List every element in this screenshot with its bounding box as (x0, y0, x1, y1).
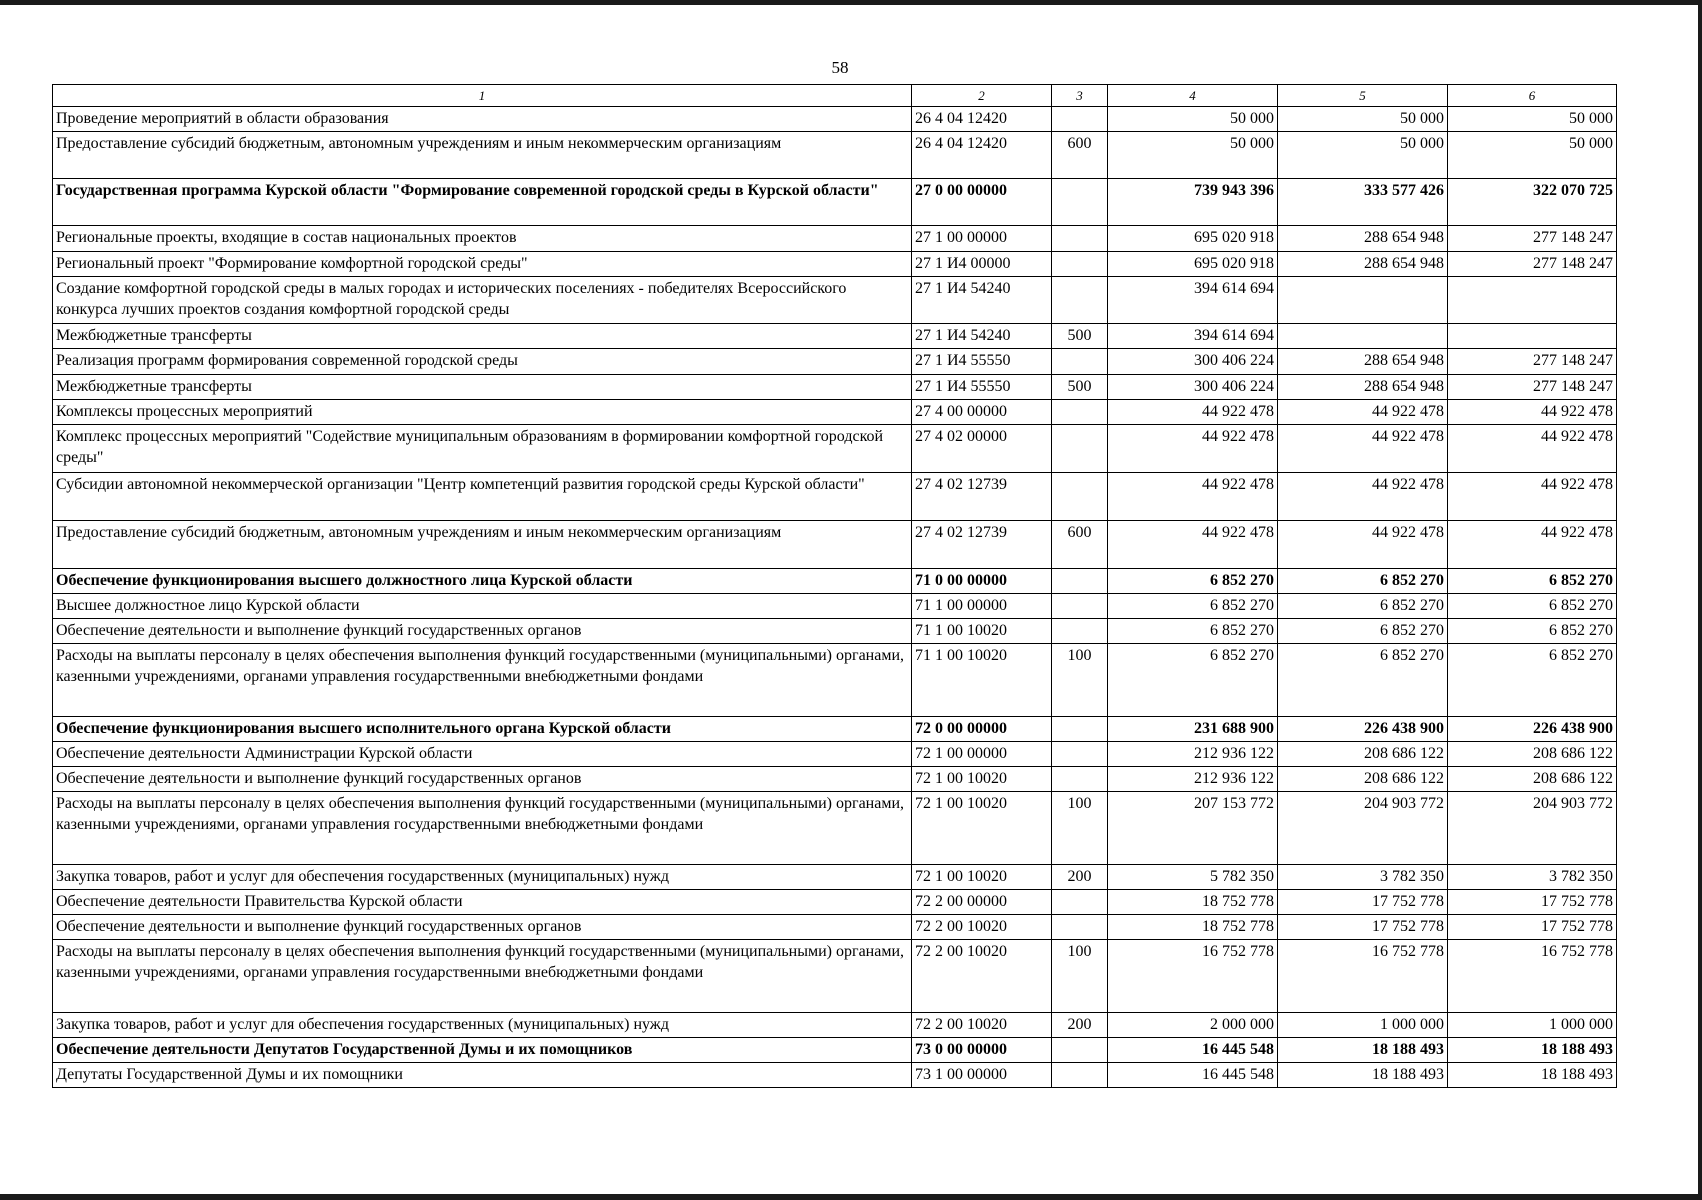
row-code-cell: 71 1 00 10020 (912, 644, 1052, 717)
row-value-col5-cell: 17 752 778 (1278, 915, 1448, 940)
table-row (53, 400, 1617, 425)
row-code-cell: 27 1 И4 55550 (912, 349, 1052, 375)
row-name-cell: Обеспечение деятельности Депутатов Государственной Думы и их помощников (53, 1038, 912, 1063)
row-value-col4-cell: 394 614 694 (1108, 277, 1278, 324)
column-number-row (53, 85, 1617, 107)
row-code-cell: 27 4 02 12739 (912, 473, 1052, 521)
row-name-cell: Предоставление субсидий бюджетным, автономным учреждениям и иным некоммерческим организациям (53, 521, 912, 569)
row-value-col6-cell: 50 000 (1448, 132, 1617, 179)
column-header-1: 1 (53, 85, 912, 107)
row-code-cell: 72 2 00 10020 (912, 1013, 1052, 1038)
row-name-cell: Комплекс процессных мероприятий "Содействие муниципальным образованиям в формировании комфортной городской среды" (53, 425, 912, 473)
row-name-cell: Закупка товаров, работ и услуг для обеспечения государственных (муниципальных) нужд (53, 1013, 912, 1038)
table-row (53, 521, 1617, 569)
row-expense-type-cell: 100 (1052, 940, 1108, 1013)
row-value-col4-cell: 6 852 270 (1108, 644, 1278, 717)
row-value-col6-cell: 3 782 350 (1448, 865, 1617, 890)
row-value-col4-cell: 16 752 778 (1108, 940, 1278, 1013)
row-value-col5-cell: 6 852 270 (1278, 569, 1448, 594)
table-row (53, 375, 1617, 400)
row-value-col6-cell: 277 148 247 (1448, 252, 1617, 277)
row-value-col4-cell: 16 445 548 (1108, 1063, 1278, 1088)
table-row (53, 277, 1617, 324)
row-name-cell: Расходы на выплаты персоналу в целях обеспечения выполнения функций государственными (муниципальными) органами, казенными учреждениями, органами управления государственными внебюджетными фондами (53, 792, 912, 865)
row-value-col6-cell: 50 000 (1448, 107, 1617, 132)
row-value-col6-cell: 44 922 478 (1448, 521, 1617, 569)
row-code-cell: 27 4 00 00000 (912, 400, 1052, 425)
row-name-cell: Обеспечение деятельности и выполнение функций государственных органов (53, 767, 912, 792)
row-name-cell: Региональный проект "Формирование комфортной городской среды" (53, 252, 912, 277)
row-expense-type-cell (1052, 1063, 1108, 1088)
row-code-cell: 26 4 04 12420 (912, 132, 1052, 179)
row-value-col4-cell: 5 782 350 (1108, 865, 1278, 890)
row-code-cell: 71 1 00 10020 (912, 619, 1052, 644)
row-value-col5-cell: 204 903 772 (1278, 792, 1448, 865)
row-code-cell: 26 4 04 12420 (912, 107, 1052, 132)
row-name-cell: Депутаты Государственной Думы и их помощники (53, 1063, 912, 1088)
row-value-col5-cell: 18 188 493 (1278, 1038, 1448, 1063)
row-expense-type-cell (1052, 400, 1108, 425)
table-row (53, 644, 1617, 717)
row-expense-type-cell (1052, 425, 1108, 473)
row-expense-type-cell: 200 (1052, 1013, 1108, 1038)
table-row (53, 890, 1617, 915)
table-body (53, 107, 1617, 1088)
row-name-cell: Предоставление субсидий бюджетным, автономным учреждениям и иным некоммерческим организациям (53, 132, 912, 179)
row-code-cell: 73 0 00 00000 (912, 1038, 1052, 1063)
row-value-col4-cell: 18 752 778 (1108, 890, 1278, 915)
row-value-col5-cell: 288 654 948 (1278, 252, 1448, 277)
row-value-col6-cell: 6 852 270 (1448, 619, 1617, 644)
table-row (53, 940, 1617, 1013)
row-name-cell: Реализация программ формирования современной городской среды (53, 349, 912, 375)
row-code-cell: 27 1 И4 00000 (912, 252, 1052, 277)
row-expense-type-cell: 600 (1052, 132, 1108, 179)
row-name-cell: Межбюджетные трансферты (53, 324, 912, 349)
row-value-col4-cell: 44 922 478 (1108, 473, 1278, 521)
row-value-col6-cell: 6 852 270 (1448, 644, 1617, 717)
row-expense-type-cell (1052, 107, 1108, 132)
row-code-cell: 27 1 И4 54240 (912, 277, 1052, 324)
table-row (53, 1013, 1617, 1038)
row-code-cell: 27 1 00 00000 (912, 226, 1052, 252)
row-value-col6-cell: 226 438 900 (1448, 717, 1617, 742)
row-value-col4-cell: 300 406 224 (1108, 349, 1278, 375)
row-value-col6-cell: 322 070 725 (1448, 179, 1617, 226)
row-code-cell: 27 4 02 00000 (912, 425, 1052, 473)
row-code-cell: 72 1 00 00000 (912, 742, 1052, 767)
row-value-col5-cell: 50 000 (1278, 132, 1448, 179)
table-row (53, 1038, 1617, 1063)
row-expense-type-cell (1052, 569, 1108, 594)
row-value-col4-cell: 16 445 548 (1108, 1038, 1278, 1063)
row-name-cell: Закупка товаров, работ и услуг для обеспечения государственных (муниципальных) нужд (53, 865, 912, 890)
row-code-cell: 72 0 00 00000 (912, 717, 1052, 742)
row-name-cell: Государственная программа Курской области "Формирование современной городской среды в Курской области" (53, 179, 912, 226)
table-row (53, 569, 1617, 594)
row-value-col6-cell: 16 752 778 (1448, 940, 1617, 1013)
row-name-cell: Обеспечение функционирования высшего исполнительного органа Курской области (53, 717, 912, 742)
row-value-col6-cell: 44 922 478 (1448, 425, 1617, 473)
row-value-col4-cell: 695 020 918 (1108, 226, 1278, 252)
row-name-cell: Расходы на выплаты персоналу в целях обеспечения выполнения функций государственными (муниципальными) органами, казенными учреждениями, органами управления государственными внебюджетными фондами (53, 940, 912, 1013)
row-value-col6-cell: 18 188 493 (1448, 1063, 1617, 1088)
row-expense-type-cell: 600 (1052, 521, 1108, 569)
row-value-col4-cell: 50 000 (1108, 107, 1278, 132)
row-code-cell: 71 0 00 00000 (912, 569, 1052, 594)
row-code-cell: 72 1 00 10020 (912, 865, 1052, 890)
row-value-col6-cell: 18 188 493 (1448, 1038, 1617, 1063)
row-value-col5-cell: 17 752 778 (1278, 890, 1448, 915)
row-value-col4-cell: 231 688 900 (1108, 717, 1278, 742)
row-value-col5-cell: 44 922 478 (1278, 473, 1448, 521)
table-row (53, 473, 1617, 521)
row-expense-type-cell (1052, 717, 1108, 742)
row-value-col6-cell: 44 922 478 (1448, 400, 1617, 425)
row-value-col5-cell: 288 654 948 (1278, 226, 1448, 252)
row-value-col6-cell: 1 000 000 (1448, 1013, 1617, 1038)
table-row (53, 767, 1617, 792)
table-row (53, 915, 1617, 940)
row-expense-type-cell (1052, 1038, 1108, 1063)
row-value-col5-cell: 333 577 426 (1278, 179, 1448, 226)
table-row (53, 179, 1617, 226)
scan-edge-bottom (0, 1194, 1702, 1200)
row-value-col5-cell: 288 654 948 (1278, 349, 1448, 375)
row-expense-type-cell: 500 (1052, 375, 1108, 400)
row-name-cell: Субсидии автономной некоммерческой организации "Центр компетенций развития городской среды Курской области" (53, 473, 912, 521)
column-header-5: 5 (1278, 85, 1448, 107)
row-value-col6-cell: 204 903 772 (1448, 792, 1617, 865)
row-code-cell: 27 1 И4 54240 (912, 324, 1052, 349)
table-row (53, 324, 1617, 349)
row-name-cell: Создание комфортной городской среды в малых городах и исторических поселениях - победителях Всероссийского конкурса лучших проектов создания комфортной городской среды (53, 277, 912, 324)
row-value-col4-cell: 2 000 000 (1108, 1013, 1278, 1038)
row-name-cell: Межбюджетные трансферты (53, 375, 912, 400)
row-value-col4-cell: 44 922 478 (1108, 521, 1278, 569)
row-expense-type-cell (1052, 277, 1108, 324)
row-name-cell: Расходы на выплаты персоналу в целях обеспечения выполнения функций государственными (муниципальными) органами, казенными учреждениями, органами управления государственными внебюджетными фондами (53, 644, 912, 717)
table-header (53, 85, 1617, 107)
row-value-col4-cell: 6 852 270 (1108, 569, 1278, 594)
table-row (53, 619, 1617, 644)
column-header-2: 2 (912, 85, 1052, 107)
row-value-col5-cell: 44 922 478 (1278, 425, 1448, 473)
table-row (53, 742, 1617, 767)
row-value-col4-cell: 44 922 478 (1108, 425, 1278, 473)
row-value-col5-cell: 44 922 478 (1278, 521, 1448, 569)
row-name-cell: Проведение мероприятий в области образования (53, 107, 912, 132)
row-name-cell: Региональные проекты, входящие в состав национальных проектов (53, 226, 912, 252)
row-expense-type-cell (1052, 594, 1108, 619)
table-row (53, 792, 1617, 865)
table-row (53, 132, 1617, 179)
row-value-col6-cell: 208 686 122 (1448, 742, 1617, 767)
column-header-3: 3 (1052, 85, 1108, 107)
row-code-cell: 72 2 00 10020 (912, 915, 1052, 940)
row-value-col4-cell: 50 000 (1108, 132, 1278, 179)
row-value-col4-cell: 207 153 772 (1108, 792, 1278, 865)
row-value-col6-cell: 208 686 122 (1448, 767, 1617, 792)
row-expense-type-cell (1052, 915, 1108, 940)
row-value-col5-cell: 44 922 478 (1278, 400, 1448, 425)
row-value-col6-cell: 17 752 778 (1448, 890, 1617, 915)
row-value-col5-cell: 3 782 350 (1278, 865, 1448, 890)
row-value-col5-cell: 208 686 122 (1278, 767, 1448, 792)
row-value-col5-cell: 6 852 270 (1278, 594, 1448, 619)
row-expense-type-cell: 100 (1052, 792, 1108, 865)
row-code-cell: 72 1 00 10020 (912, 792, 1052, 865)
row-value-col4-cell: 739 943 396 (1108, 179, 1278, 226)
row-value-col6-cell (1448, 324, 1617, 349)
row-code-cell: 72 1 00 10020 (912, 767, 1052, 792)
budget-table (52, 84, 1617, 1088)
row-expense-type-cell (1052, 890, 1108, 915)
row-expense-type-cell (1052, 767, 1108, 792)
row-code-cell: 27 4 02 12739 (912, 521, 1052, 569)
row-code-cell: 73 1 00 00000 (912, 1063, 1052, 1088)
row-expense-type-cell (1052, 742, 1108, 767)
row-name-cell: Обеспечение деятельности Правительства Курской области (53, 890, 912, 915)
row-value-col4-cell: 394 614 694 (1108, 324, 1278, 349)
table-row (53, 252, 1617, 277)
row-code-cell: 27 0 00 00000 (912, 179, 1052, 226)
row-value-col4-cell: 6 852 270 (1108, 594, 1278, 619)
row-value-col5-cell (1278, 277, 1448, 324)
row-name-cell: Обеспечение функционирования высшего должностного лица Курской области (53, 569, 912, 594)
scan-edge-top (0, 0, 1702, 5)
row-name-cell: Комплексы процессных мероприятий (53, 400, 912, 425)
table-row (53, 1063, 1617, 1088)
row-value-col5-cell: 6 852 270 (1278, 644, 1448, 717)
row-value-col6-cell: 277 148 247 (1448, 375, 1617, 400)
row-value-col4-cell: 18 752 778 (1108, 915, 1278, 940)
row-value-col4-cell: 695 020 918 (1108, 252, 1278, 277)
table-row (53, 226, 1617, 252)
row-value-col6-cell: 17 752 778 (1448, 915, 1617, 940)
row-value-col5-cell: 50 000 (1278, 107, 1448, 132)
row-code-cell: 71 1 00 00000 (912, 594, 1052, 619)
row-name-cell: Обеспечение деятельности и выполнение функций государственных органов (53, 619, 912, 644)
row-value-col6-cell: 277 148 247 (1448, 349, 1617, 375)
row-expense-type-cell: 200 (1052, 865, 1108, 890)
row-value-col5-cell: 6 852 270 (1278, 619, 1448, 644)
row-value-col4-cell: 6 852 270 (1108, 619, 1278, 644)
scan-edge-right (1698, 0, 1702, 1200)
row-expense-type-cell (1052, 349, 1108, 375)
row-value-col5-cell: 226 438 900 (1278, 717, 1448, 742)
row-value-col5-cell: 1 000 000 (1278, 1013, 1448, 1038)
row-code-cell: 72 2 00 00000 (912, 890, 1052, 915)
row-value-col4-cell: 212 936 122 (1108, 742, 1278, 767)
row-value-col5-cell: 18 188 493 (1278, 1063, 1448, 1088)
row-expense-type-cell (1052, 179, 1108, 226)
row-code-cell: 72 2 00 10020 (912, 940, 1052, 1013)
row-value-col5-cell: 16 752 778 (1278, 940, 1448, 1013)
table-row (53, 594, 1617, 619)
row-value-col6-cell: 6 852 270 (1448, 594, 1617, 619)
row-expense-type-cell (1052, 473, 1108, 521)
row-value-col5-cell: 288 654 948 (1278, 375, 1448, 400)
row-value-col5-cell (1278, 324, 1448, 349)
page-number: 58 (831, 58, 849, 77)
table-row (53, 865, 1617, 890)
row-value-col6-cell (1448, 277, 1617, 324)
row-value-col4-cell: 212 936 122 (1108, 767, 1278, 792)
column-header-4: 4 (1108, 85, 1278, 107)
row-expense-type-cell (1052, 252, 1108, 277)
table-row (53, 425, 1617, 473)
row-value-col6-cell: 6 852 270 (1448, 569, 1617, 594)
column-header-6: 6 (1448, 85, 1617, 107)
row-value-col6-cell: 277 148 247 (1448, 226, 1617, 252)
table-row (53, 349, 1617, 375)
row-code-cell: 27 1 И4 55550 (912, 375, 1052, 400)
row-value-col5-cell: 208 686 122 (1278, 742, 1448, 767)
row-name-cell: Высшее должностное лицо Курской области (53, 594, 912, 619)
row-expense-type-cell (1052, 226, 1108, 252)
row-expense-type-cell: 500 (1052, 324, 1108, 349)
row-value-col6-cell: 44 922 478 (1448, 473, 1617, 521)
row-name-cell: Обеспечение деятельности Администрации Курской области (53, 742, 912, 767)
row-value-col4-cell: 44 922 478 (1108, 400, 1278, 425)
row-value-col4-cell: 300 406 224 (1108, 375, 1278, 400)
row-name-cell: Обеспечение деятельности и выполнение функций государственных органов (53, 915, 912, 940)
row-expense-type-cell: 100 (1052, 644, 1108, 717)
table-row (53, 717, 1617, 742)
table-row (53, 107, 1617, 132)
row-expense-type-cell (1052, 619, 1108, 644)
